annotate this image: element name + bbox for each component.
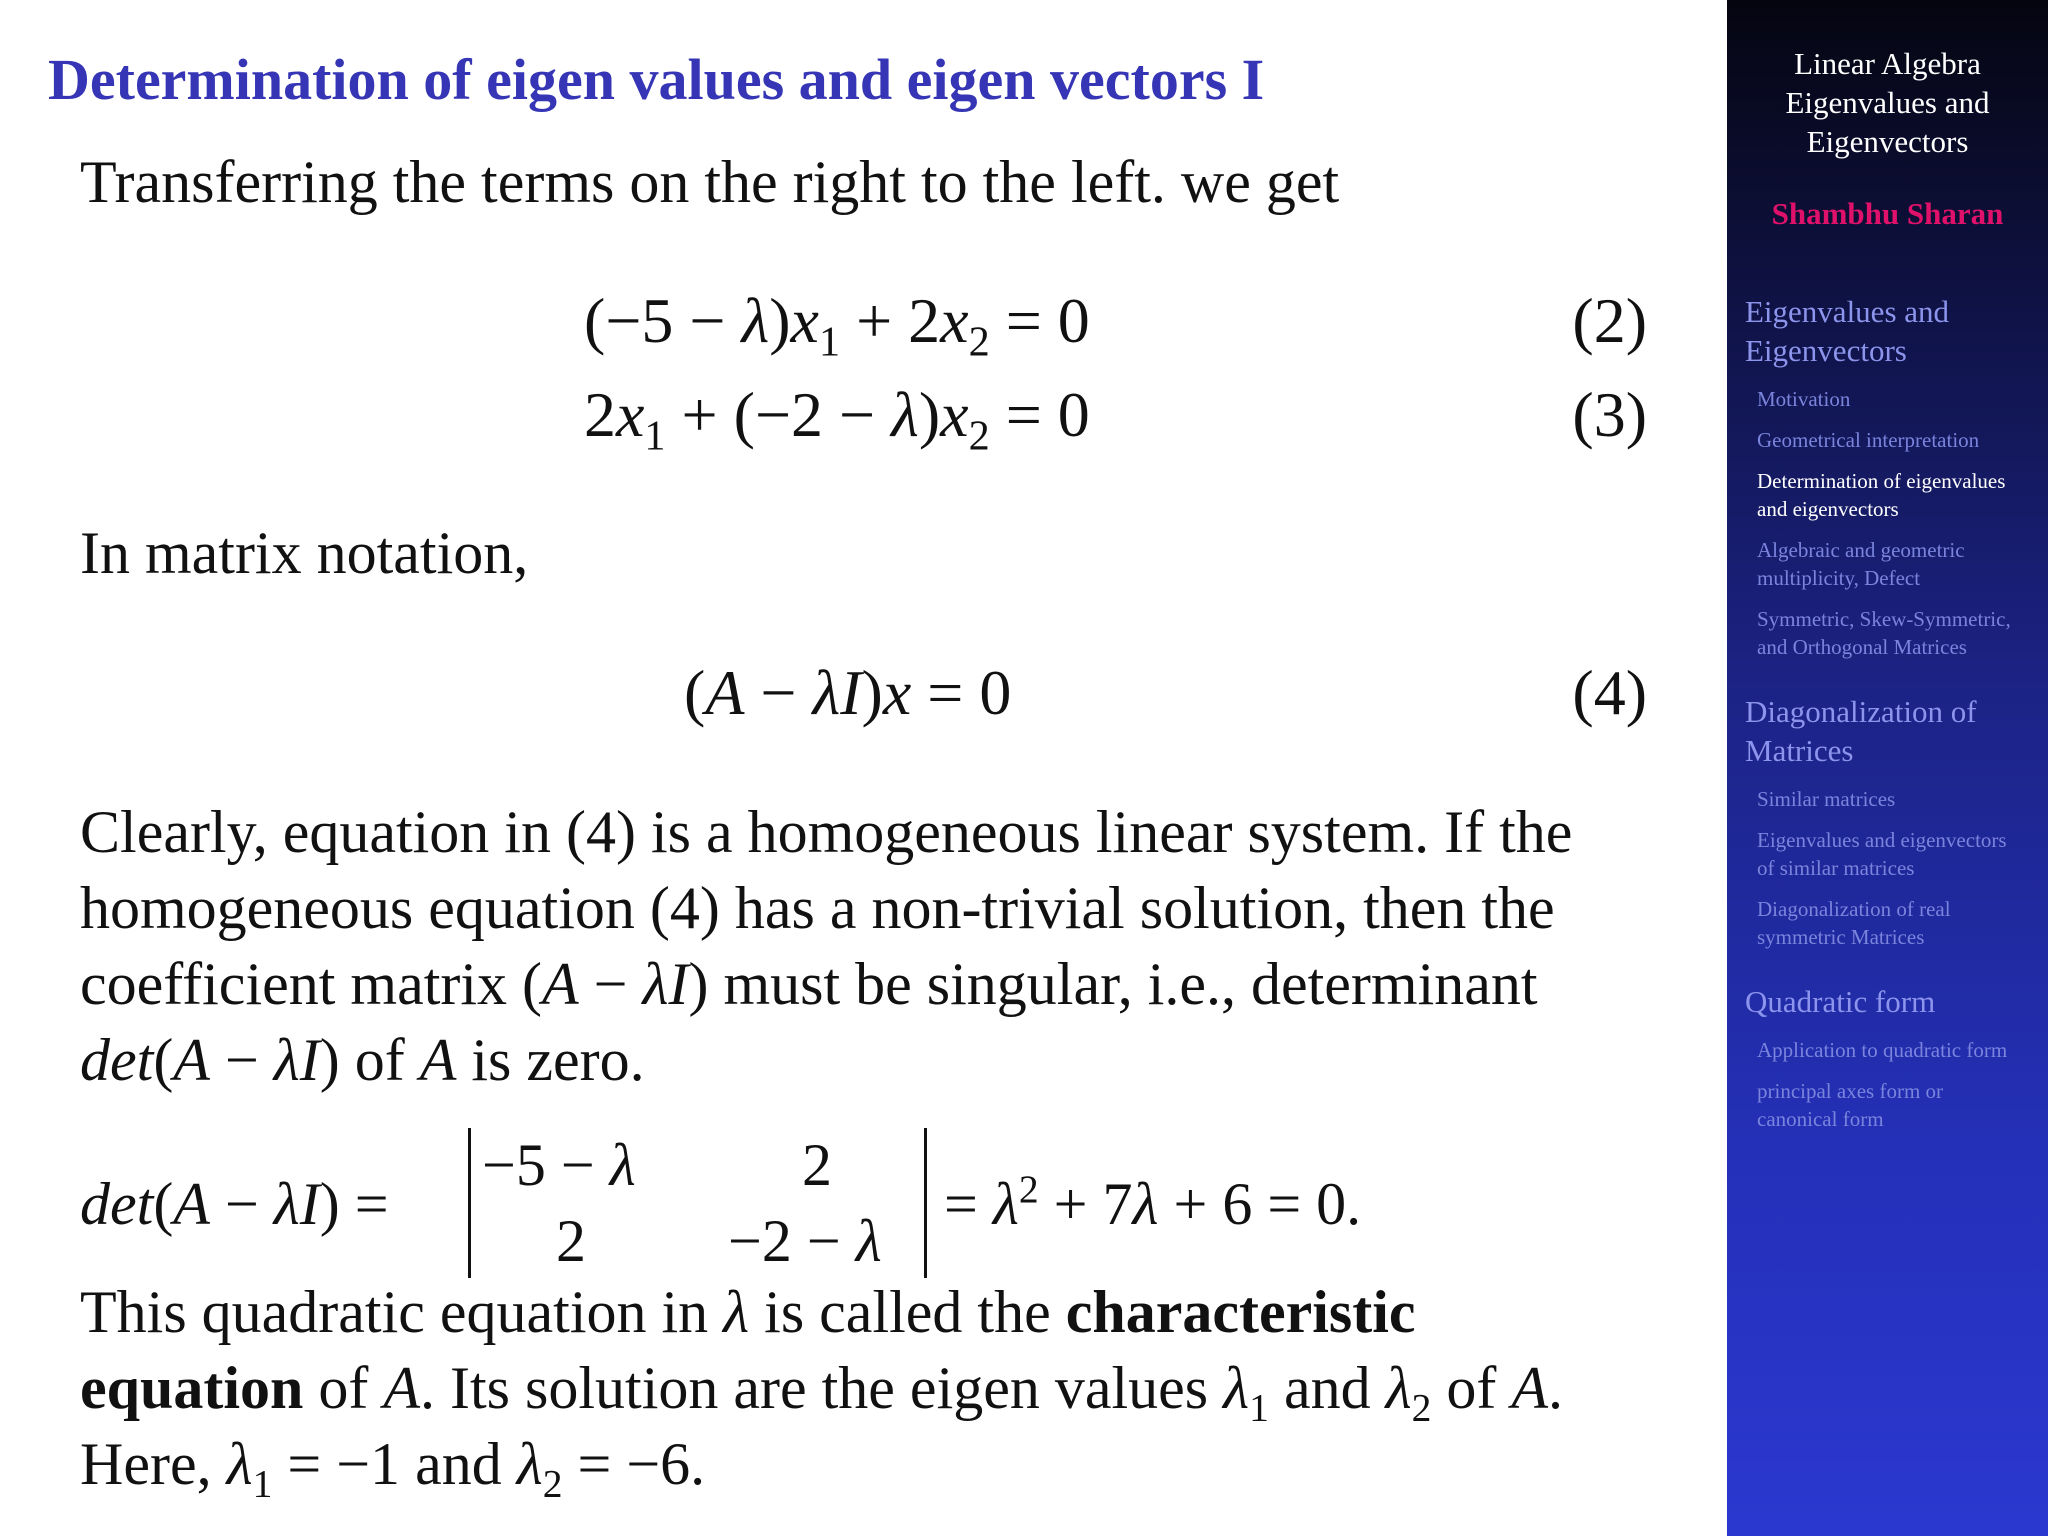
characteristic-text-f: of	[1431, 1355, 1512, 1421]
sidebar-item-label: Algebraic and geometric	[1757, 538, 1965, 562]
sidebar-title-line-3: Eigenvectors	[1806, 124, 1969, 159]
sidebar-section-label: Eigenvectors	[1745, 333, 1907, 368]
det-cell-21: 2	[556, 1208, 586, 1274]
characteristic-text-a: This quadratic equation in	[80, 1279, 724, 1345]
math-lambda-1-value: $\lambda_1 = -1$	[226, 1431, 401, 1506]
sidebar-section-label: Matrices	[1745, 733, 1854, 768]
math-a: A	[1511, 1355, 1549, 1421]
sidebar-section-label: Quadratic form	[1745, 984, 1936, 1019]
sidebar-author: Shambhu Sharan	[1771, 196, 2004, 231]
sidebar-item-label: canonical form	[1757, 1107, 1884, 1131]
paragraph-line-4-b: of	[339, 1027, 420, 1093]
determinant-equation	[80, 1124, 1500, 1284]
sidebar-item-label: Diagonalization of real	[1757, 897, 1951, 921]
sidebar-item-label: Geometrical interpretation	[1757, 428, 1980, 452]
determinant-rhs: = $\lambda^2 + 7\lambda + 6 = 0$.	[944, 1167, 1362, 1237]
solution-text-b: and	[400, 1431, 517, 1497]
det-cell-22: −2 − λ	[728, 1208, 882, 1274]
sidebar-item-multiplicity[interactable]	[1757, 536, 2042, 592]
sidebar-section-label: Diagonalization of	[1745, 694, 1977, 729]
sidebar-item-label: and eigenvectors	[1757, 497, 1899, 521]
equation-3: $2x_1 + (-2 - \lambda)x_2 = 0$	[584, 379, 1090, 460]
sidebar-item-motivation[interactable]	[1757, 385, 2042, 413]
sidebar-section-quadratic-form[interactable]	[1745, 982, 2035, 1021]
sidebar-item-similar-matrices[interactable]	[1757, 785, 2042, 813]
determinant-right-bar	[924, 1128, 927, 1278]
equation-2-number: (2)	[1572, 285, 1647, 356]
intro-text: Transferring the terms on the right to the left. we get	[80, 149, 1340, 215]
sidebar-item-application-quadratic[interactable]	[1757, 1036, 2042, 1064]
det-cell-11: −5 − λ	[482, 1132, 636, 1198]
characteristic-term-2: equation	[80, 1355, 304, 1421]
math-a-minus-lambda-i: (A − λI)	[522, 951, 709, 1017]
sidebar-item-label: Eigenvalues and eigenvectors	[1757, 828, 2007, 852]
sidebar-item-label: multiplicity, Defect	[1757, 566, 1921, 590]
det-cell-12: 2	[802, 1132, 832, 1198]
characteristic-line-1	[80, 1274, 1416, 1350]
characteristic-text-g: .	[1548, 1355, 1564, 1421]
characteristic-line-2	[80, 1350, 1564, 1430]
frame-title: Determination of eigen values and eigen vectors I	[48, 47, 1265, 112]
equation-4-number: (4)	[1572, 657, 1647, 728]
sidebar-item-label: Motivation	[1757, 387, 1851, 411]
sidebar-item-determination[interactable]	[1757, 467, 2042, 523]
sidebar-item-label: Similar matrices	[1757, 787, 1896, 811]
sidebar-item-symmetric-matrices[interactable]	[1757, 605, 2042, 661]
sidebar-item-label: principal axes form or	[1757, 1079, 1944, 1103]
math-lambda-2: $\lambda_2$	[1385, 1355, 1432, 1430]
characteristic-term-1: characteristic	[1065, 1279, 1416, 1345]
sidebar-navigation	[1727, 0, 2048, 1536]
math-lambda-2-value: $\lambda_2 = -6$.	[516, 1431, 706, 1506]
sidebar-section-diagonalization[interactable]	[1745, 692, 2035, 770]
sidebar-item-principal-axes[interactable]	[1757, 1077, 2042, 1133]
paragraph-line-3-b: must be singular, i.e., determinant	[708, 951, 1538, 1017]
paragraph-line-1: Clearly, equation in (4) is a homogeneous linear system. If the	[80, 799, 1573, 865]
sidebar-item-label: of similar matrices	[1757, 856, 1915, 880]
sidebar-item-label: Determination of eigenvalues	[1757, 469, 2006, 493]
characteristic-text-b: is called the	[749, 1279, 1066, 1345]
math-a: A	[419, 1027, 457, 1093]
determinant-left-bar	[468, 1128, 471, 1278]
sidebar-item-label: Symmetric, Skew-Symmetric,	[1757, 607, 2011, 631]
sidebar-section-eigenvalues[interactable]	[1745, 292, 2035, 370]
math-lambda-1: $\lambda_1$	[1223, 1355, 1269, 1430]
matrix-intro-text: In matrix notation,	[80, 520, 529, 586]
sidebar-item-geometrical-interpretation[interactable]	[1757, 426, 2042, 454]
math-a: A	[383, 1355, 421, 1421]
equation-3-number: (3)	[1572, 379, 1647, 450]
characteristic-text-e: and	[1268, 1355, 1386, 1421]
paragraph-line-3-a: coefficient matrix	[80, 951, 523, 1017]
math-det-expression: det(A − λI)	[80, 1027, 340, 1093]
paragraph-line-2: homogeneous equation (4) has a non-trivial solution, then the	[80, 875, 1555, 941]
math-lambda: λ	[723, 1279, 750, 1345]
sidebar-item-diagonalization-real[interactable]	[1757, 895, 2042, 951]
solution-text-a: Here,	[80, 1431, 227, 1497]
solution-line	[80, 1426, 706, 1506]
paragraph-line-3	[80, 946, 1538, 1022]
sidebar-item-label: symmetric Matrices	[1757, 925, 1925, 949]
characteristic-text-c: of	[303, 1355, 384, 1421]
equation-2: $(-5 - \lambda)x_1 + 2x_2 = 0$	[584, 285, 1090, 366]
sidebar-section-label: Eigenvalues and	[1745, 294, 1950, 329]
determinant-lhs: det(A − λI) =	[80, 1171, 389, 1237]
characteristic-text-d: . Its solution are the eigen values	[420, 1355, 1224, 1421]
paragraph-line-4-c: is zero.	[456, 1027, 645, 1093]
sidebar-item-label: Application to quadratic form	[1757, 1038, 2008, 1062]
sidebar-item-label: and Orthogonal Matrices	[1757, 635, 1967, 659]
sidebar-title-line-2: Eigenvalues and	[1785, 85, 1990, 120]
equation-4: (A − λI)x = 0	[684, 657, 1012, 728]
sidebar-title-line-1: Linear Algebra	[1794, 46, 1981, 81]
sidebar-item-eigen-similar[interactable]	[1757, 826, 2042, 882]
paragraph-line-4	[80, 1022, 645, 1098]
